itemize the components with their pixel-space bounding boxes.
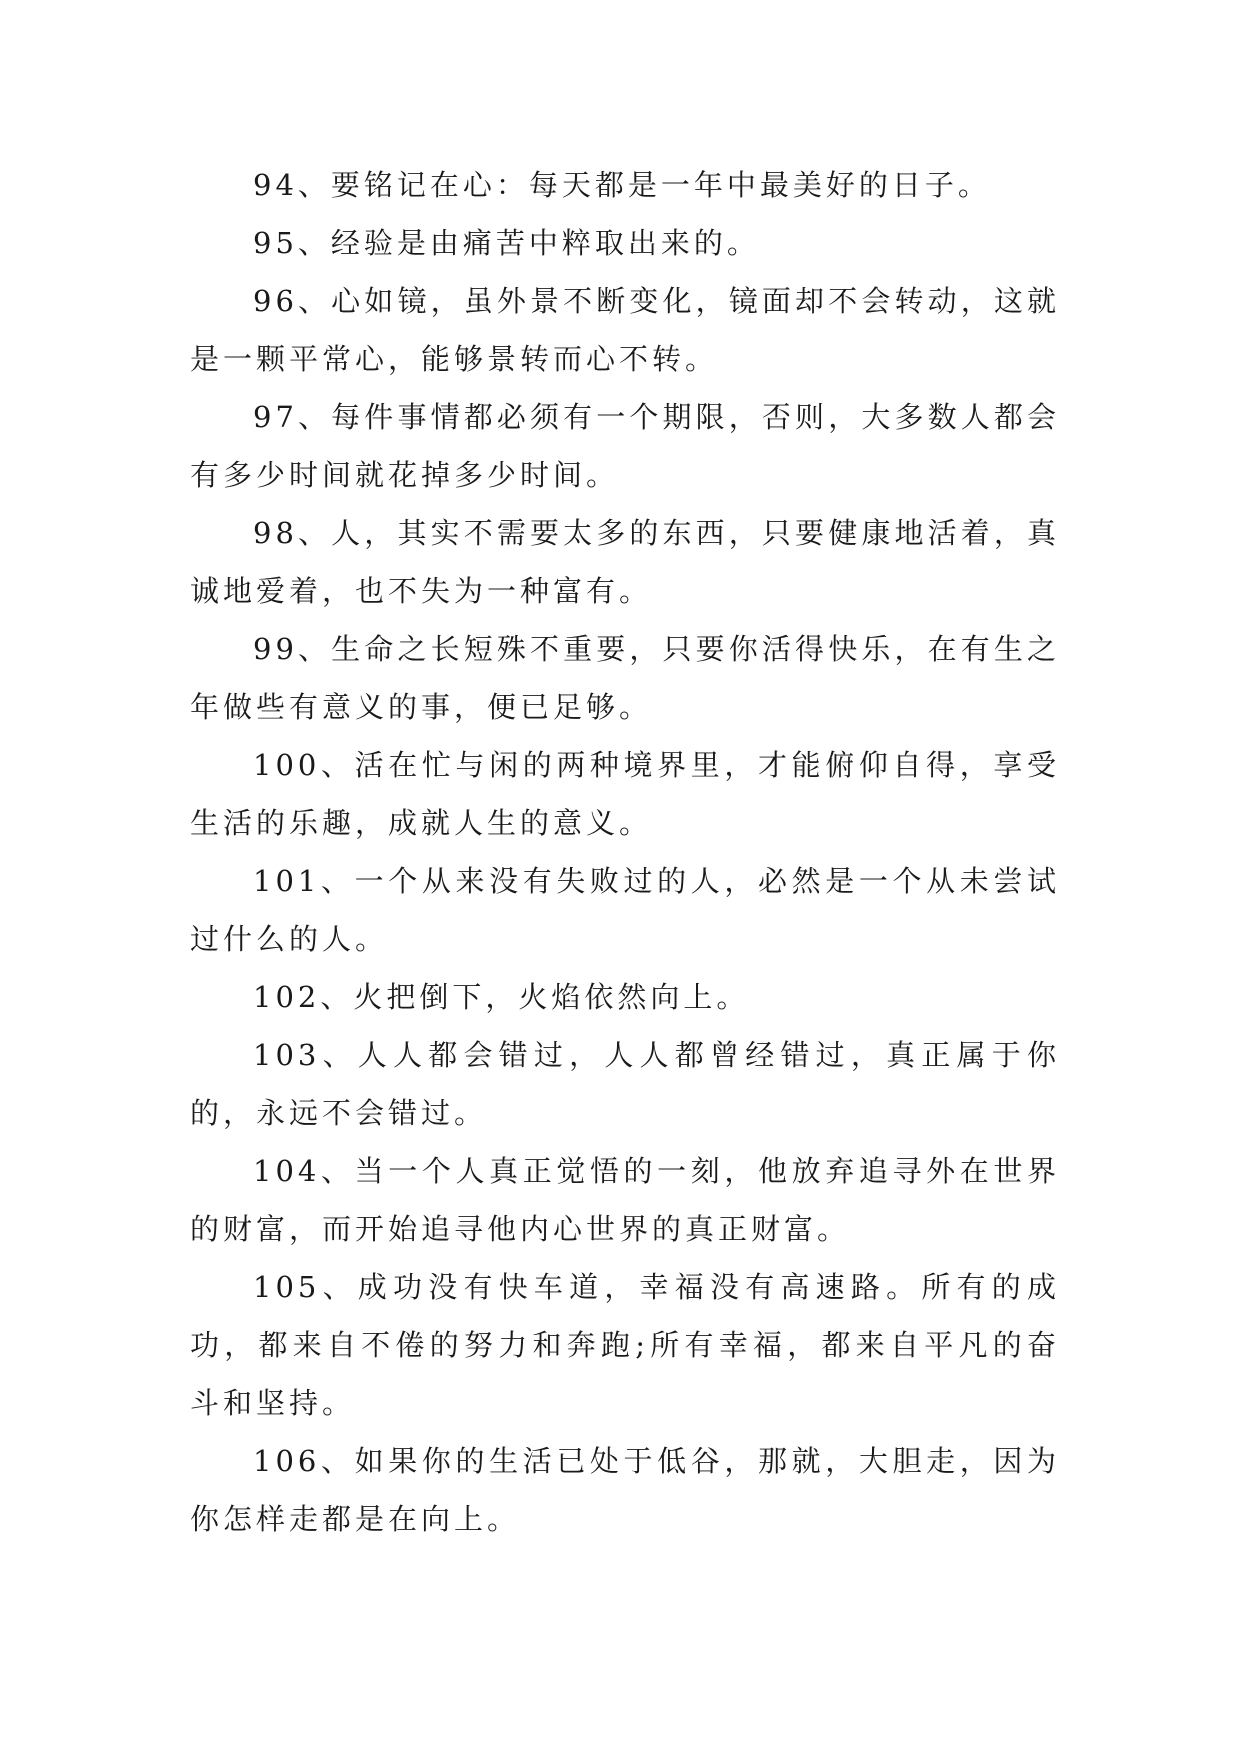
quote-paragraph-96: 96、心如镜，虽外景不断变化，镜面却不会转动，这就是一颗平常心，能够景转而心不转。 (190, 284, 1060, 376)
quote-paragraph-104: 104、当一个人真正觉悟的一刻，他放弃追寻外在世界的财富，而开始追寻他内心世界的真正财富。 (190, 1154, 1060, 1246)
quote-paragraph-94: 94、要铭记在心：每天都是一年中最美好的日子。 (253, 168, 991, 202)
quote-paragraph-95: 95、经验是由痛苦中粹取出来的。 (253, 226, 760, 260)
quote-paragraph-105: 105、成功没有快车道，幸福没有高速路。所有的成功，都来自不倦的努力和奔跑;所有幸福，都来自平凡的奋斗和坚持。 (190, 1270, 1060, 1420)
quote-paragraph-99: 99、生命之长短殊不重要，只要你活得快乐，在有生之年做些有意义的事，便已足够。 (190, 632, 1060, 724)
document-body (190, 156, 1060, 1548)
quote-paragraph-102: 102、火把倒下，火焰依然向上。 (253, 980, 750, 1014)
quote-paragraph-101: 101、一个从来没有失败过的人，必然是一个从未尝试过什么的人。 (190, 864, 1060, 956)
quote-paragraph-103: 103、人人都会错过，人人都曾经错过，真正属于你的，永远不会错过。 (190, 1038, 1060, 1130)
quote-paragraph-98: 98、人，其实不需要太多的东西，只要健康地活着，真诚地爱着，也不失为一种富有。 (190, 516, 1060, 608)
quote-paragraph-106: 106、如果你的生活已处于低谷，那就，大胆走，因为你怎样走都是在向上。 (190, 1444, 1060, 1536)
quote-paragraph-97: 97、每件事情都必须有一个期限，否则，大多数人都会有多少时间就花掉多少时间。 (190, 400, 1060, 492)
quote-paragraph-100: 100、活在忙与闲的两种境界里，才能俯仰自得，享受生活的乐趣，成就人生的意义。 (190, 748, 1060, 840)
